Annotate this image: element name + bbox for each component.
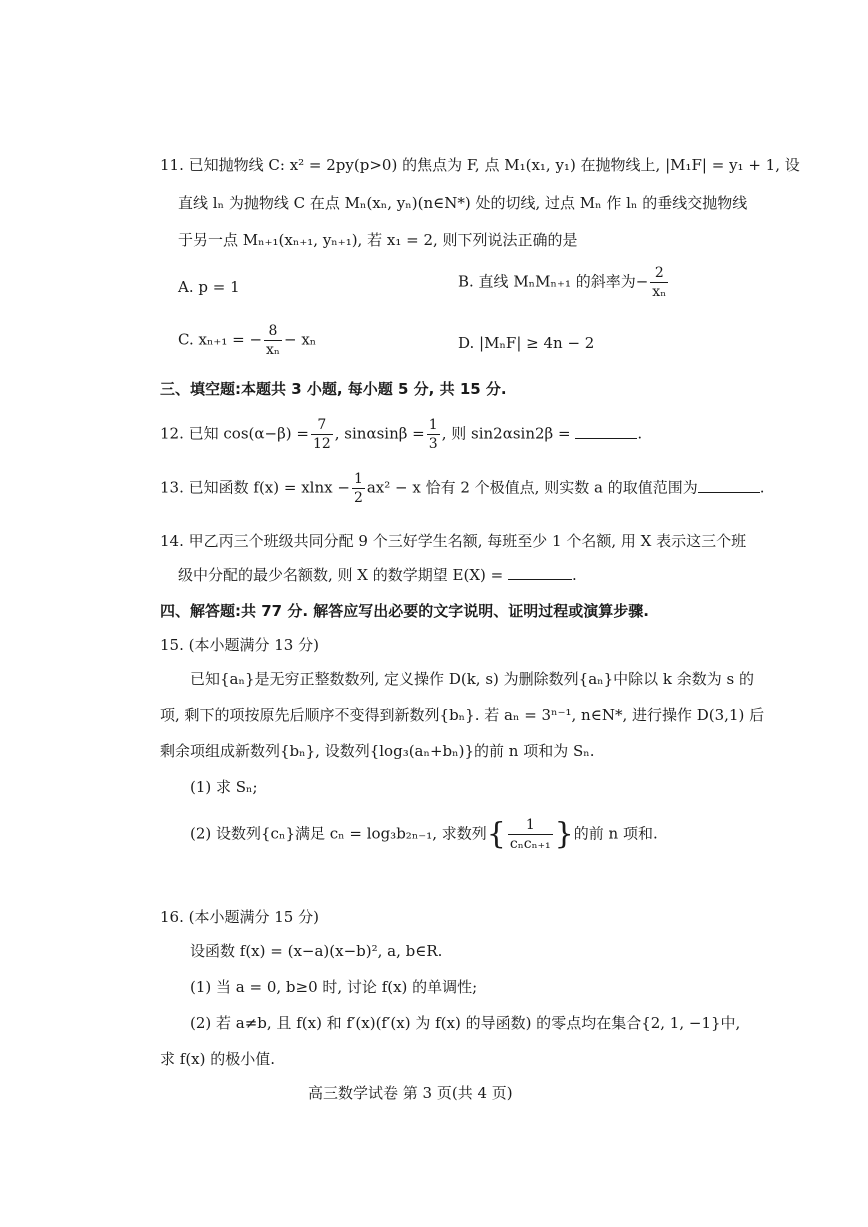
q14-text: 级中分配的最少名额数, 则 X 的数学期望 E(X) = [178,566,504,584]
q12-period: . [637,424,643,443]
fraction-denominator: cₙcₙ₊₁ [509,836,551,852]
q11-option-b-fraction [650,266,668,299]
q11-option-b-text: B. 直线 MₙMₙ₊₁ 的斜率为− [458,272,649,291]
q16-part2-continued: 求 f(x) 的极小值. [160,1050,276,1068]
q11-option-c-text: C. xₙ₊₁ = − [178,330,263,349]
fraction-denominator: xₙ [652,284,667,300]
q14-line2 [178,568,577,583]
section-3-heading: 三、填空题:本题共 3 小题, 每小题 5 分, 共 15 分. [160,380,507,398]
q11-option-d: D. |MₙF| ≥ 4n − 2 [458,334,595,352]
q16-part1: (1) 当 a = 0, b≥0 时, 讨论 f(x) 的单调性; [190,978,478,996]
q15-part1: (1) 求 Sₙ; [190,778,258,796]
q11-line2: 直线 lₙ 为抛物线 C 在点 Mₙ(xₙ, yₙ)(n∈N*) 处的切线, 过点 Mₙ 作 lₙ 的垂线交抛物线 [178,194,748,212]
q11-option-b [458,266,670,299]
q15-title: 15. (本小题满分 13 分) [160,636,319,654]
page-footer: 高三数学试卷 第 3 页(共 4 页) [308,1084,513,1102]
q13-text-end: ax² − x 恰有 2 个极值点, 则实数 a 的取值范围为 [366,478,698,497]
q15-line3: 剩余项组成新数列{bₙ}, 设数列{log₃(aₙ+bₙ)}的前 n 项和为 Sₙ. [160,742,595,760]
q12-answer-blank [575,428,637,439]
q11-option-c [178,324,316,357]
q15-part2-fraction [508,818,553,851]
fraction-numerator: 1 [508,818,553,835]
fraction-numerator: 1 [353,471,363,487]
q15-line2: 项, 剩下的项按原先后顺序不变得到新数列{bₙ}. 若 aₙ = 3ⁿ⁻¹, n∈N*, 进行操作 D(3,1) 后 [160,706,765,724]
fraction-denominator: xₙ [266,342,280,358]
q13 [160,472,765,505]
q16-title: 16. (本小题满分 15 分) [160,908,319,926]
q15-line1: 已知{aₙ}是无穷正整数数列, 定义操作 D(k, s) 为删除数列{aₙ}中除以 k 余数为 s 的 [190,670,755,688]
q13-text-start: 13. 已知函数 f(x) = xlnx − [160,478,350,497]
fraction-denominator: 12 [312,436,331,452]
fraction-denominator: 3 [428,436,438,452]
q15-part2 [190,818,658,851]
section-4-heading: 四、解答题:共 77 分. 解答应写出必要的文字说明、证明过程或演算步骤. [160,602,649,620]
q13-period: . [759,478,765,497]
q14-answer-blank [508,569,572,580]
fraction-numerator: 2 [650,266,668,283]
fraction-numerator: 8 [264,324,282,341]
q11-option-a: A. p = 1 [178,278,240,296]
fraction-numerator: 1 [428,417,438,433]
q12-text-start: 12. 已知 cos(α−β) = [160,424,309,443]
q15-part2-tail: 的前 n 项和. [573,824,658,843]
q13-answer-blank [698,482,760,493]
q15-part2-text: (2) 设数列{cₙ}满足 cₙ = log₃b₂ₙ₋₁, 求数列 [190,824,487,843]
q11-line1: 11. 已知抛物线 C: x² = 2py(p>0) 的焦点为 F, 点 M₁(x₁, y₁) 在抛物线上, |M₁F| = y₁ + 1, 设 [160,156,800,174]
q14-period: . [571,566,577,584]
q16-line1: 设函数 f(x) = (x−a)(x−b)², a, b∈R. [190,942,443,960]
q11-line3: 于另一点 Mₙ₊₁(xₙ₊₁, yₙ₊₁), 若 x₁ = 2, 则下列说法正确的是 [178,231,578,249]
q12-fraction-2 [427,418,440,451]
right-brace: } [554,816,574,852]
q12-text-end: , 则 sin2αsin2β = [441,424,571,443]
q11-option-c-fraction [264,324,282,357]
q16-part2: (2) 若 a≠b, 且 f(x) 和 f′(x)(f′(x) 为 f(x) 的导函数) 的零点均在集合{2, 1, −1}中, [190,1014,741,1032]
q12-fraction-1 [311,418,333,451]
q13-fraction [352,472,365,505]
q11-option-c-tail: − xₙ [283,330,317,349]
q14-line1: 14. 甲乙丙三个班级共同分配 9 个三好学生名额, 每班至少 1 个名额, 用 X 表示这三个班 [160,532,747,550]
fraction-denominator: 2 [353,490,363,506]
left-brace: { [486,816,506,852]
q12 [160,418,642,451]
q12-text-mid: , sinαsinβ = [334,424,425,443]
fraction-numerator: 7 [311,418,333,435]
